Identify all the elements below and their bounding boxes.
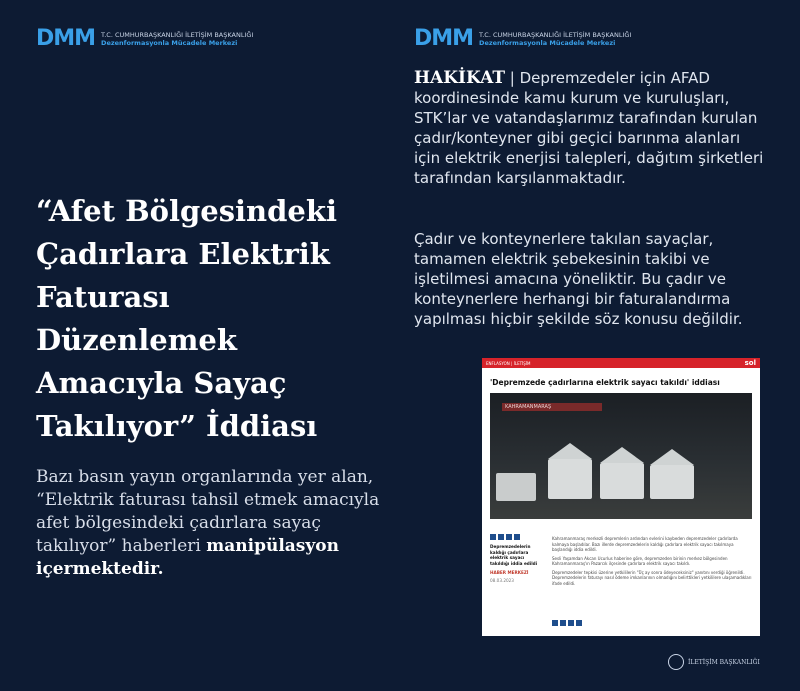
news-photo	[490, 393, 752, 519]
facebook-icon	[490, 534, 496, 540]
dmm-logo-text	[479, 31, 631, 47]
hakikat-paragraph	[414, 68, 769, 188]
news-topbar-left: ENFLASYON | İLETİŞİM	[486, 360, 531, 366]
dmm-logo-mark: DMM	[36, 26, 96, 51]
hakikat-tag: HAKİKAT	[414, 68, 505, 88]
instagram-icon	[506, 534, 512, 540]
iletisim-logo	[668, 654, 760, 670]
claim-text	[36, 466, 386, 581]
dmm-logo-line1: T.C. CUMHURBAŞKANLIĞI İLETİŞİM BAŞKANLIĞI	[101, 30, 254, 39]
news-screenshot	[482, 358, 760, 636]
news-body-p2: Sesli Yaşamdan Akcan Ucurlus haberine göre, depremzeden birinin merkez bölgesinden Kahramanmaraş'ın Pazarcık ilçesinde çadırlara elektrik sayacı takıldı.	[552, 555, 728, 566]
twitter-icon	[560, 620, 566, 626]
dmm-logo-line2: Dezenformasyonla Mücadele Merkezi	[101, 38, 238, 47]
telegram-icon	[576, 620, 582, 626]
tent-shape	[496, 473, 536, 501]
telegram-icon	[514, 534, 520, 540]
news-photo-banner: KAHRAMANMARAŞ	[502, 403, 602, 411]
news-sidebar	[490, 534, 542, 583]
tent-shape	[650, 465, 694, 499]
hakikat-separator: |	[504, 69, 520, 87]
news-date: 08.03.2023	[490, 577, 514, 583]
seal-icon	[668, 654, 684, 670]
tent-shape	[600, 463, 644, 499]
headline: “Afet Bölgesindeki Çadırlara Elektrik Faturası Düzenlemek Amacıyla Sayaç Takılıyor” İddiası	[36, 194, 337, 443]
dmm-logo-line2: Dezenformasyonla Mücadele Merkezi	[479, 38, 616, 47]
news-title: 'Depremzede çadırlarına elektrik sayacı takıldı' iddiası	[490, 378, 720, 387]
tent-shape	[600, 447, 644, 463]
explanation-paragraph: Çadır ve konteynerlere takılan sayaçlar, tamamen elektrik şebekesinin takibi ve işletilmesi amacına yöneliktir. Bu çadır ve konteynerlere herhangi bir faturalandırma yapılması hiçbir şekilde söz konusu değildir.	[414, 230, 743, 328]
news-body	[552, 536, 752, 589]
dmm-logo-left	[36, 26, 253, 51]
hakikat-text: Depremzedeler için AFAD koordinesinde kamu kurum ve kuruluşları, STK’lar ve vatandaşlarımız tarafından kurulan çadır/konteyner gibi geçici barınma alanları için elektrik enerjisi talepleri, dağıtım şirketleri tarafından karşılanmaktadır.	[414, 69, 764, 187]
dmm-logo-line1: T.C. CUMHURBAŞKANLIĞI İLETİŞİM BAŞKANLIĞI	[479, 30, 632, 39]
claim-body: Bazı basın yayın organlarında yer alan, “Elektrik faturası tahsil etmek amacıyla afet bölgesindeki çadırlara sayaç takılıyor” haberleri	[36, 467, 380, 556]
twitter-icon	[498, 534, 504, 540]
news-footer-social	[552, 620, 582, 626]
tent-shape	[650, 449, 694, 465]
claim-verdict: manipülasyon içermektedir.	[36, 536, 339, 579]
social-icons	[490, 534, 542, 540]
dmm-logo-right	[414, 26, 631, 51]
instagram-icon	[568, 620, 574, 626]
news-topbar	[482, 358, 760, 368]
tent-shape	[548, 443, 592, 459]
news-author: HABER MERKEZİ	[490, 570, 529, 575]
news-side-headline: Depremzedelerin kaldığı çadırlara elektrik sayacı takıldığı iddia edildi	[490, 544, 538, 566]
iletisim-logo-text: İLETİŞİM BAŞKANLIĞI	[688, 658, 760, 666]
tent-shape	[548, 459, 592, 499]
news-brand-logo: sol	[744, 359, 756, 367]
dmm-logo-text	[101, 31, 253, 47]
news-body-p3: Depremzedeler tepkisi üzerine yetkililerin "Üç ay sonra ödeyeceksiniz" yanıtını verdiği öğrenildi. Depremzedelerin faturayı nasıl ödeme imkanlarının olmadığını belirttikleri yetkililere ulaşamadıkları ifade edildi.	[552, 569, 752, 586]
news-body-p1: Kahramanmaraş merkezli depremlerin ardından evlerini kaybeden depremzedeler çadırlarda kalmaya başladılar. Bazı illerde depremzedelerin kaldığı çadırlara elektrik sayacı takılmaya başlandığı iddia edildi.	[552, 536, 738, 552]
facebook-icon	[552, 620, 558, 626]
dmm-logo-mark: DMM	[414, 26, 474, 51]
